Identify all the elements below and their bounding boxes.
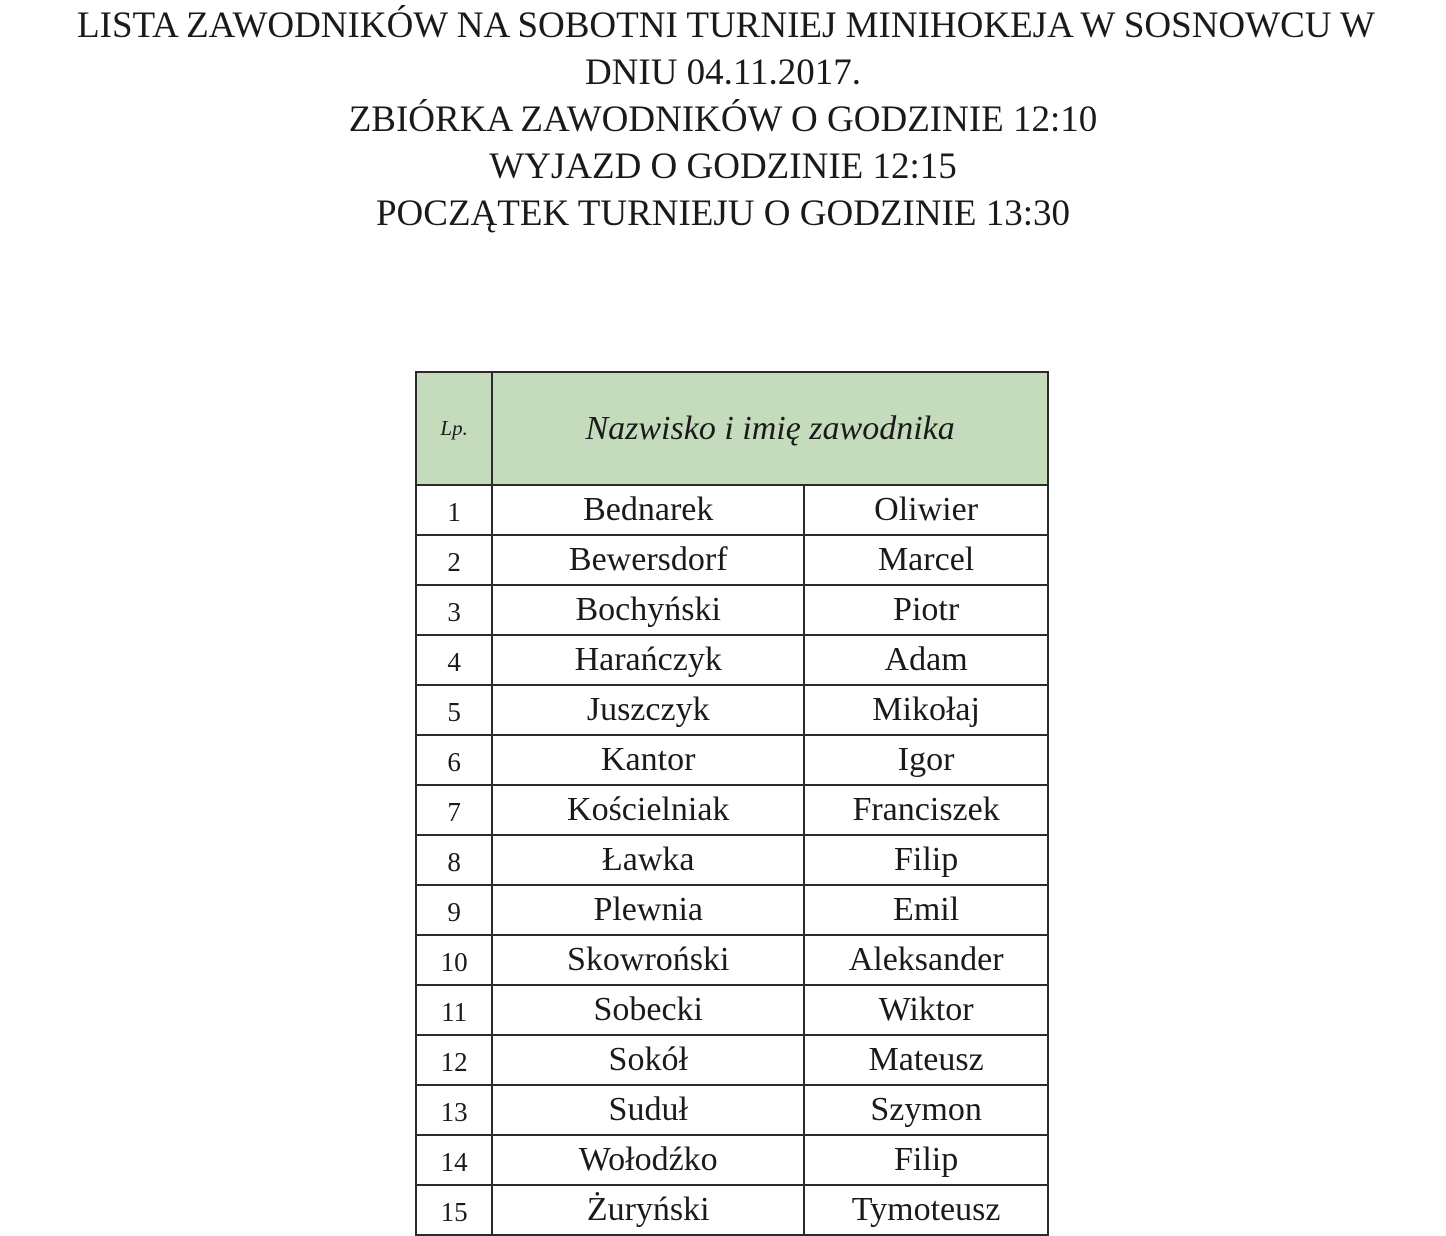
last-name-cell: Kantor [492,735,804,785]
document-heading [0,0,1446,237]
first-name-cell: Mikołaj [804,685,1048,735]
last-name-cell: Bochyński [492,585,804,635]
table-row [416,885,1048,935]
table-row [416,635,1048,685]
last-name-cell: Kościelniak [492,785,804,835]
heading-line-date: DNIU 04.11.2017. [584,52,862,93]
table-row [416,1135,1048,1185]
first-name-cell: Marcel [804,535,1048,585]
table-row [416,685,1048,735]
last-name-cell: Bednarek [492,485,804,535]
last-name-cell: Ławka [492,835,804,885]
first-name-cell: Oliwier [804,485,1048,535]
table-row [416,835,1048,885]
first-name-cell: Franciszek [804,785,1048,835]
row-number-cell: 12 [416,1035,492,1085]
first-name-cell: Piotr [804,585,1048,635]
first-name-cell: Emil [804,885,1048,935]
row-number-cell: 6 [416,735,492,785]
row-number-cell: 1 [416,485,492,535]
first-name-cell: Szymon [804,1085,1048,1135]
table-row [416,735,1048,785]
first-name-cell: Adam [804,635,1048,685]
row-number-cell: 5 [416,685,492,735]
row-number-cell: 15 [416,1185,492,1235]
row-number-cell: 3 [416,585,492,635]
first-name-cell: Filip [804,835,1048,885]
heading-line-departure-time: WYJAZD O GODZINIE 12:15 [489,146,957,187]
first-name-cell: Tymoteusz [804,1185,1048,1235]
heading-line-start-time: POCZĄTEK TURNIEJU O GODZINIE 13:30 [375,193,1071,234]
table-header-row [416,372,1048,485]
row-number-cell: 10 [416,935,492,985]
first-name-cell: Igor [804,735,1048,785]
last-name-cell: Sokół [492,1035,804,1085]
row-number-cell: 4 [416,635,492,685]
last-name-cell: Bewersdorf [492,535,804,585]
last-name-cell: Skowroński [492,935,804,985]
first-name-cell: Aleksander [804,935,1048,985]
player-roster-table [415,371,1049,1236]
column-header-lp: Lp. [416,372,492,485]
first-name-cell: Filip [804,1135,1048,1185]
table-row [416,935,1048,985]
row-number-cell: 7 [416,785,492,835]
row-number-cell: 14 [416,1135,492,1185]
last-name-cell: Juszczyk [492,685,804,735]
last-name-cell: Żuryński [492,1185,804,1235]
table-row [416,785,1048,835]
table-row [416,1185,1048,1235]
row-number-cell: 2 [416,535,492,585]
row-number-cell: 13 [416,1085,492,1135]
last-name-cell: Sobecki [492,985,804,1035]
table-row [416,1035,1048,1085]
last-name-cell: Harańczyk [492,635,804,685]
table-row [416,585,1048,635]
table-body [416,485,1048,1235]
last-name-cell: Wołodźko [492,1135,804,1185]
first-name-cell: Mateusz [804,1035,1048,1085]
table-row [416,535,1048,585]
first-name-cell: Wiktor [804,985,1048,1035]
row-number-cell: 8 [416,835,492,885]
last-name-cell: Suduł [492,1085,804,1135]
row-number-cell: 11 [416,985,492,1035]
column-header-player-name: Nazwisko i imię zawodnika [492,372,1048,485]
heading-line-gathering-time: ZBIÓRKA ZAWODNIKÓW O GODZINIE 12:10 [348,99,1098,140]
table-row [416,985,1048,1035]
last-name-cell: Plewnia [492,885,804,935]
table-row [416,1085,1048,1135]
heading-line-title: LISTA ZAWODNIKÓW NA SOBOTNI TURNIEJ MINIHOKEJA W SOSNOWCU W [77,5,1375,46]
row-number-cell: 9 [416,885,492,935]
table-row [416,485,1048,535]
